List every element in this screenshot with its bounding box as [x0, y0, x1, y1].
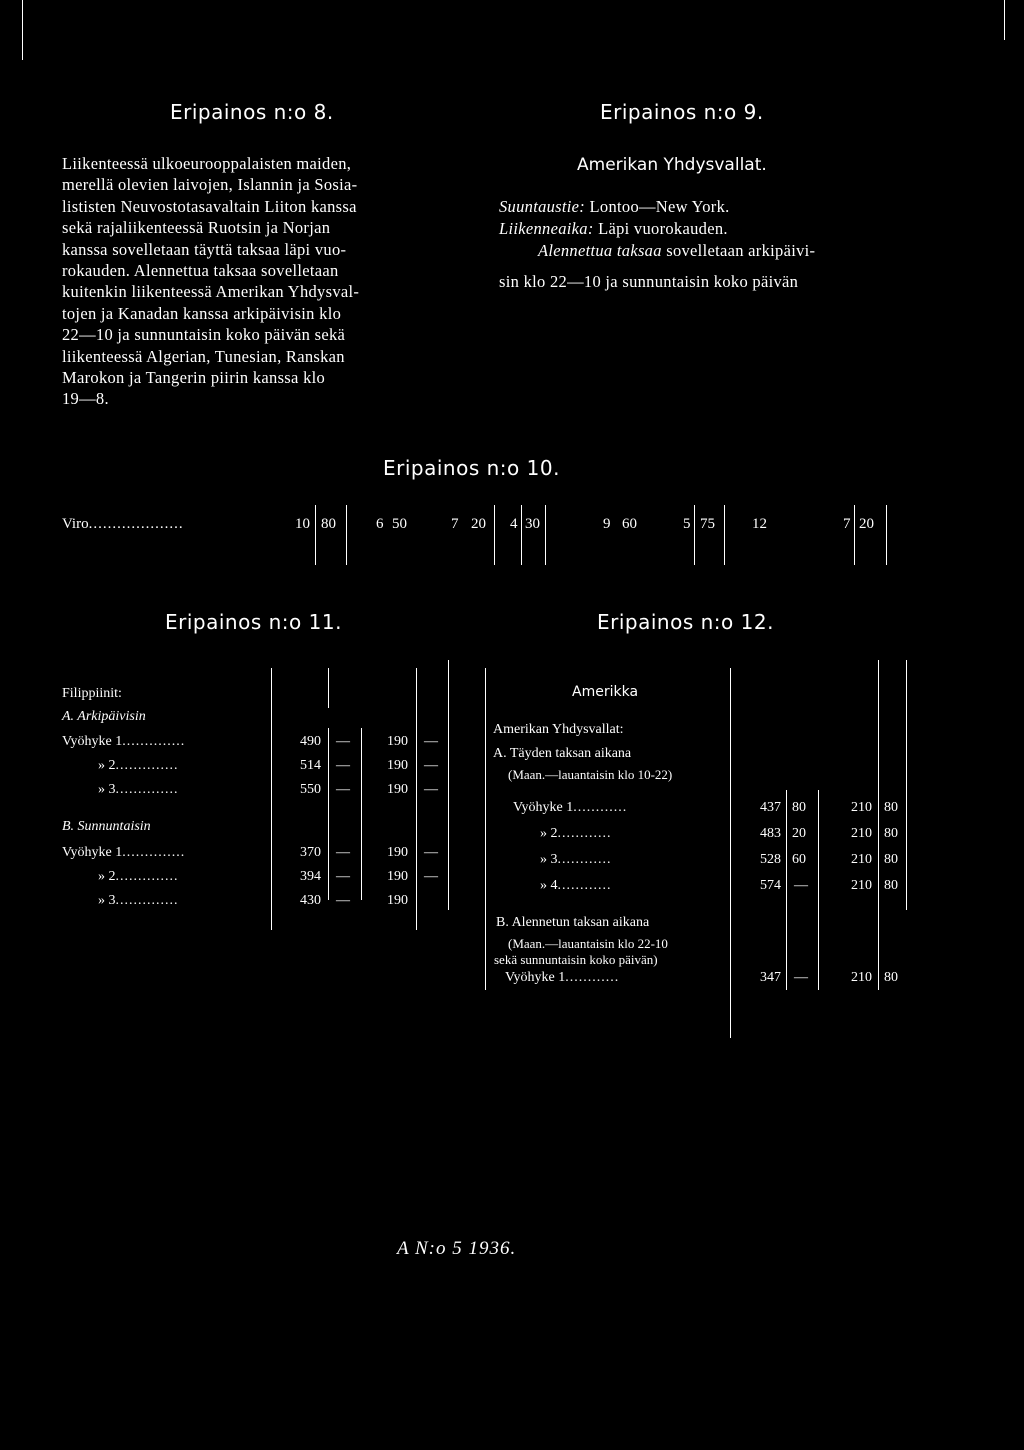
e9-route-label: Suuntaustie: [499, 197, 586, 216]
e10-cell: 9 [603, 516, 611, 532]
e12-col-header: Amerikka [572, 684, 639, 700]
e12-value: 80 [884, 852, 898, 867]
e12-zone-label: Vyöhyke 1 [513, 800, 574, 815]
left-edge-line [22, 0, 23, 60]
e11-dash: — [336, 893, 350, 908]
e11-dots: .............. [115, 782, 179, 797]
e9-route [499, 196, 730, 217]
e11-value: 190 [387, 869, 408, 884]
e12-value: — [794, 878, 808, 893]
e12-heading: Eripainos n:o 12. [597, 610, 774, 634]
e11-value: 190 [387, 845, 408, 860]
e11-country: Filippiinit: [62, 686, 122, 701]
e10-country: Viro [62, 516, 89, 532]
e9-time-label: Liikenneaika: [499, 219, 594, 238]
e12-section-b-note: sekä sunnuntaisin koko päivän) [494, 952, 658, 967]
e11-value: 430 [300, 893, 321, 908]
e12-value: 80 [884, 800, 898, 815]
e12-row-label [513, 800, 627, 816]
e11-dash: — [336, 758, 350, 773]
e8-line: lististen Neuvostotasavaltain Liiton kanssa [62, 196, 357, 216]
e12-row-label [540, 878, 612, 894]
e12-value: 210 [851, 852, 872, 867]
e10-rule [886, 505, 887, 565]
e11-section-b: B. Sunnuntaisin [62, 819, 151, 834]
e11-dots: .............. [122, 845, 186, 860]
e12-dots: ............ [573, 800, 628, 815]
e11-zone-label: Vyöhyke 1 [62, 734, 123, 749]
e9-reduced-label: Alennettua taksaa [538, 241, 662, 260]
e11-rule [328, 728, 329, 900]
e10-rule [521, 505, 522, 565]
e12-dots: ............ [557, 878, 612, 893]
e12-value: 437 [760, 800, 781, 815]
e10-cell: 7 [451, 516, 459, 532]
e11-zone-label: » 2 [98, 758, 116, 773]
e9-reduced-line2: sin klo 22—10 ja sunnuntaisin koko päivän [499, 272, 799, 291]
e12-value: — [794, 970, 808, 985]
e8-line: 22—10 ja sunnuntaisin koko päivän sekä [62, 325, 346, 345]
e11-dots: .............. [122, 734, 186, 749]
e10-row-label [62, 516, 184, 533]
e11-zone-label: » 2 [98, 869, 116, 884]
e11-value: 190 [387, 758, 408, 773]
e11-zone-label: » 3 [98, 782, 116, 797]
e10-dots: .................... [88, 516, 184, 532]
e11-rule [416, 668, 417, 930]
e12-value: 210 [851, 878, 872, 893]
e12-rule [786, 790, 787, 990]
e8-line: tojen ja Kanadan kanssa arkipäivisin klo [62, 303, 342, 323]
e9-time [499, 218, 728, 239]
e8-paragraph [62, 153, 458, 410]
e12-value: 210 [851, 826, 872, 841]
e10-rule [724, 505, 725, 565]
e11-row-label [98, 893, 179, 909]
e12-rule [730, 668, 731, 1038]
e10-heading: Eripainos n:o 10. [383, 456, 560, 480]
e10-cell: 20 [471, 516, 486, 532]
e9-reduced [538, 240, 815, 261]
footer-signature: A N:o 5 1936. [397, 1238, 517, 1259]
e12-section-b-note: (Maan.—lauantaisin klo 22-10 [508, 936, 668, 951]
e10-cell: 6 [376, 516, 384, 532]
e10-rule [315, 505, 316, 565]
e11-value: 514 [300, 758, 321, 773]
e12-value: 210 [851, 800, 872, 815]
e12-value: 80 [792, 800, 806, 815]
e10-cell: 5 [683, 516, 691, 532]
e8-line: Liikenteessä ulkoeurooppalaisten maiden, [62, 154, 352, 173]
e12-zone-label: » 2 [540, 826, 558, 841]
e10-cell: 60 [622, 516, 637, 532]
e11-row-label [98, 782, 179, 798]
e12-dots: ............ [565, 970, 620, 985]
e8-line: Marokon ja Tangerin piirin kanssa klo [62, 368, 326, 388]
e12-value: 528 [760, 852, 781, 867]
e11-value: 370 [300, 845, 321, 860]
e10-rule [545, 505, 546, 565]
e11-value: 394 [300, 869, 321, 884]
e8-line: sekä rajaliikenteessä Ruotsin ja Norjan [62, 218, 331, 238]
e11-row-label [62, 845, 185, 861]
e11-value: 490 [300, 734, 321, 749]
e10-cell: 10 [295, 516, 310, 532]
e9-time-value: Läpi vuorokauden. [598, 219, 728, 238]
e12-value: 60 [792, 852, 806, 867]
e12-value: 20 [792, 826, 806, 841]
e11-rule [271, 668, 272, 930]
e11-value: 190 [387, 782, 408, 797]
e12-value: 80 [884, 878, 898, 893]
e12-value: 210 [851, 970, 872, 985]
e11-rule [328, 668, 329, 708]
e10-cell: 75 [700, 516, 715, 532]
e10-cell: 12 [752, 516, 767, 532]
e12-dots: ............ [557, 852, 612, 867]
e11-dots: .............. [115, 893, 179, 908]
e12-value: 80 [884, 826, 898, 841]
e12-value: 347 [760, 970, 781, 985]
e9-reduced-value: sovelletaan arkipäivi- [666, 241, 816, 260]
e11-dash: — [424, 758, 438, 773]
e11-value: 190 [387, 893, 408, 908]
e12-value: 483 [760, 826, 781, 841]
e11-value: 190 [387, 734, 408, 749]
e11-dots: .............. [115, 758, 179, 773]
e11-value: 550 [300, 782, 321, 797]
e10-rule [494, 505, 495, 565]
e12-rule [878, 660, 879, 990]
e10-rule [694, 505, 695, 565]
e12-row-label [540, 852, 612, 868]
e12-row-label [540, 826, 612, 842]
e11-dots: .............. [115, 869, 179, 884]
e11-dash: — [336, 782, 350, 797]
e11-rule [361, 728, 362, 900]
e12-zone-label: Vyöhyke 1 [505, 970, 566, 985]
e10-cell: 50 [392, 516, 407, 532]
e11-section-a: A. Arkipäivisin [62, 709, 146, 724]
e8-line: 19—8. [62, 389, 109, 409]
e12-zone-label: » 3 [540, 852, 558, 867]
e10-cell: 80 [321, 516, 336, 532]
e12-rule [906, 660, 907, 910]
e10-cell: 20 [859, 516, 874, 532]
e11-dash: — [336, 734, 350, 749]
e11-rule [448, 660, 449, 910]
e10-rule [346, 505, 347, 565]
e12-section-a-note: (Maan.—lauantaisin klo 10-22) [508, 767, 673, 782]
e11-dash: — [424, 845, 438, 860]
right-edge-line [1004, 0, 1005, 40]
e12-section-a: A. Täyden taksan aikana [493, 746, 632, 761]
e11-zone-label: Vyöhyke 1 [62, 845, 123, 860]
e10-rule [854, 505, 855, 565]
e12-dots: ............ [557, 826, 612, 841]
e11-dash: — [424, 869, 438, 884]
e12-section-b: B. Alennetun taksan aikana [496, 915, 650, 930]
e9-route-value: Lontoo—New York. [589, 197, 730, 216]
e11-row-label [62, 734, 185, 750]
e11-dash: — [424, 734, 438, 749]
e11-dash: — [336, 845, 350, 860]
e12-zone-label: » 4 [540, 878, 558, 893]
e11-heading: Eripainos n:o 11. [165, 610, 342, 634]
e12-row-label [505, 970, 619, 986]
e11-dash: — [424, 782, 438, 797]
e9-subheading: Amerikan Yhdysvallat. [577, 155, 767, 175]
e12-value: 574 [760, 878, 781, 893]
e8-line: kanssa sovelletaan täyttä taksaa läpi vuo- [62, 239, 347, 259]
e9-heading: Eripainos n:o 9. [600, 100, 764, 124]
e8-line: merellä olevien laivojen, Islannin ja Sosia- [62, 175, 358, 195]
e10-cell: 30 [525, 516, 540, 532]
e10-cell: 4 [510, 516, 518, 532]
e8-heading: Eripainos n:o 8. [170, 100, 334, 124]
e12-rule [818, 790, 819, 990]
e8-line: liikenteessä Algerian, Tunesian, Ranskan [62, 346, 345, 366]
e11-dash: — [336, 869, 350, 884]
e10-cell: 7 [843, 516, 851, 532]
e12-value: 80 [884, 970, 898, 985]
e11-row-label [98, 758, 179, 774]
e11-row-label [98, 869, 179, 885]
e12-country: Amerikan Yhdysvallat: [493, 722, 624, 737]
e8-line: rokauden. Alennettua taksaa sovelletaan [62, 261, 339, 281]
e8-line: kuitenkin liikenteessä Amerikan Yhdysval- [62, 282, 360, 302]
e12-rule [485, 668, 486, 990]
e11-zone-label: » 3 [98, 893, 116, 908]
